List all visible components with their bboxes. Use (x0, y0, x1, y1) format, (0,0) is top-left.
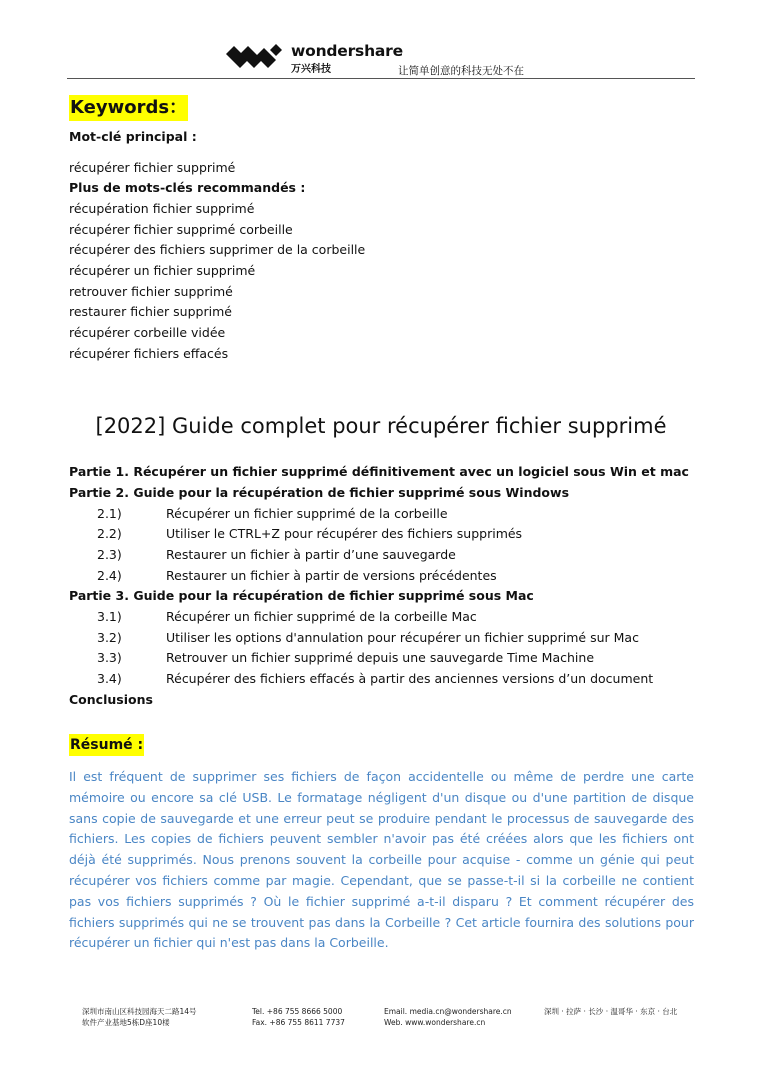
keyword-item: récupération fichier supprimé (69, 201, 255, 216)
toc-item-text: Retrouver un fichier supprimé depuis une sauvegarde Time Machine (166, 650, 595, 665)
footer-fax: Fax. +86 755 8611 7737 (252, 1018, 345, 1027)
toc-item (97, 670, 653, 688)
toc-part-2: Partie 2. Guide pour la récupération de fichier supprimé sous Windows (69, 485, 570, 500)
footer-contact (384, 1006, 512, 1028)
main-keyword: récupérer fichier supprimé (69, 160, 236, 175)
keyword-item: récupérer un fichier supprimé (69, 263, 256, 278)
keywords-heading: Keywords： (69, 95, 188, 121)
toc-item-text: Restaurer un fichier à partir de versions précédentes (166, 568, 497, 583)
brand-name-cn: 万兴科技 (291, 64, 331, 75)
wondershare-logo-icon (226, 44, 282, 72)
slogan: 让简单创意的科技无处不在 (398, 65, 524, 77)
keyword-item: récupérer corbeille vidée (69, 325, 226, 340)
toc-item-number: 2.4) (97, 568, 122, 583)
header-divider (67, 78, 695, 79)
footer-email: Email. media.cn@wondershare.cn (384, 1007, 512, 1016)
toc-item (97, 629, 639, 647)
toc-item (97, 505, 448, 523)
toc-conclusions: Conclusions (69, 692, 153, 707)
toc-item-text: Récupérer un fichier supprimé de la corbeille (166, 506, 448, 521)
toc-part-3: Partie 3. Guide pour la récupération de fichier supprimé sous Mac (69, 588, 534, 603)
toc-item (97, 649, 594, 667)
keyword-item: récupérer fichier supprimé corbeille (69, 222, 293, 237)
toc-item-number: 2.2) (97, 526, 122, 541)
keyword-item: restaurer fichier supprimé (69, 304, 232, 319)
brand-name: wondershare (291, 42, 403, 60)
footer-address (82, 1006, 197, 1028)
footer-phone (252, 1006, 345, 1028)
toc-part-1: Partie 1. Récupérer un fichier supprimé définitivement avec un logiciel sous Win et mac (69, 464, 689, 479)
toc-item-text: Restaurer un fichier à partir d’une sauvegarde (166, 547, 456, 562)
toc-item-text: Utiliser le CTRL+Z pour récupérer des fichiers supprimés (166, 526, 523, 541)
toc-item (97, 608, 477, 626)
toc-item-number: 3.3) (97, 650, 122, 665)
toc-item (97, 567, 497, 585)
more-keywords-label: Plus de mots-clés recommandés : (69, 180, 306, 195)
toc-item-number: 2.1) (97, 506, 122, 521)
toc-item-number: 3.1) (97, 609, 122, 624)
footer-cities: 深圳 · 拉萨 · 长沙 · 温哥华 · 东京 · 台北 (544, 1007, 678, 1016)
footer-address-line: 软件产业基地5栋D座10楼 (82, 1018, 170, 1027)
keyword-item: récupérer des fichiers supprimer de la corbeille (69, 242, 366, 257)
toc-item-text: Récupérer un fichier supprimé de la corbeille Mac (166, 609, 477, 624)
resume-body: Il est fréquent de supprimer ses fichiers de façon accidentelle ou même de perdre une carte mémoire ou encore sa clé USB. Le formatage négligent d'un disque ou d'une partition de disque sans copie de sauvegarde et une erreur peut se produire pendant le processus de sauvegarde des fichiers. Les copies de fichiers peuvent sembler n'avoir pas été créées alors que les fichiers ont déjà été supprimés. Nous prenons souvent la corbeille pour acquise - comme un génie qui peut récupérer vos fichiers comme par magie. Cependant, que se passe-t-il si la corbeille ne contient pas vos fichiers supprimés ? Où le fichier supprimé a-t-il disparu ? Et comment récupérer des fichiers supprimés qui ne se trouvent pas dans la Corbeille ? Cet article fournira des solutions pour récupérer un fichier qui n'est pas dans la Corbeille. (69, 769, 694, 951)
toc-item-number: 3.2) (97, 630, 122, 645)
resume-heading: Résumé : (69, 734, 144, 756)
toc-item-text: Utiliser les options d'annulation pour récupérer un fichier supprimé sur Mac (166, 630, 639, 645)
footer-web: Web. www.wondershare.cn (384, 1018, 486, 1027)
footer-address-line: 深圳市南山区科技园海天二路14号 (82, 1007, 197, 1016)
main-keyword-label: Mot-clé principal : (69, 129, 197, 144)
toc-item-number: 2.3) (97, 547, 122, 562)
keyword-item: récupérer fichiers effacés (69, 346, 229, 361)
toc-item (97, 546, 456, 564)
toc-item-text: Récupérer des fichiers effacés à partir des anciennes versions d’un document (166, 671, 654, 686)
page-title: [2022] Guide complet pour récupérer fichier supprimé (95, 414, 667, 438)
keyword-item: retrouver fichier supprimé (69, 284, 233, 299)
page-header (0, 0, 762, 82)
footer-tel: Tel. +86 755 8666 5000 (252, 1007, 343, 1016)
toc-item-number: 3.4) (97, 671, 122, 686)
toc-item (97, 525, 522, 543)
